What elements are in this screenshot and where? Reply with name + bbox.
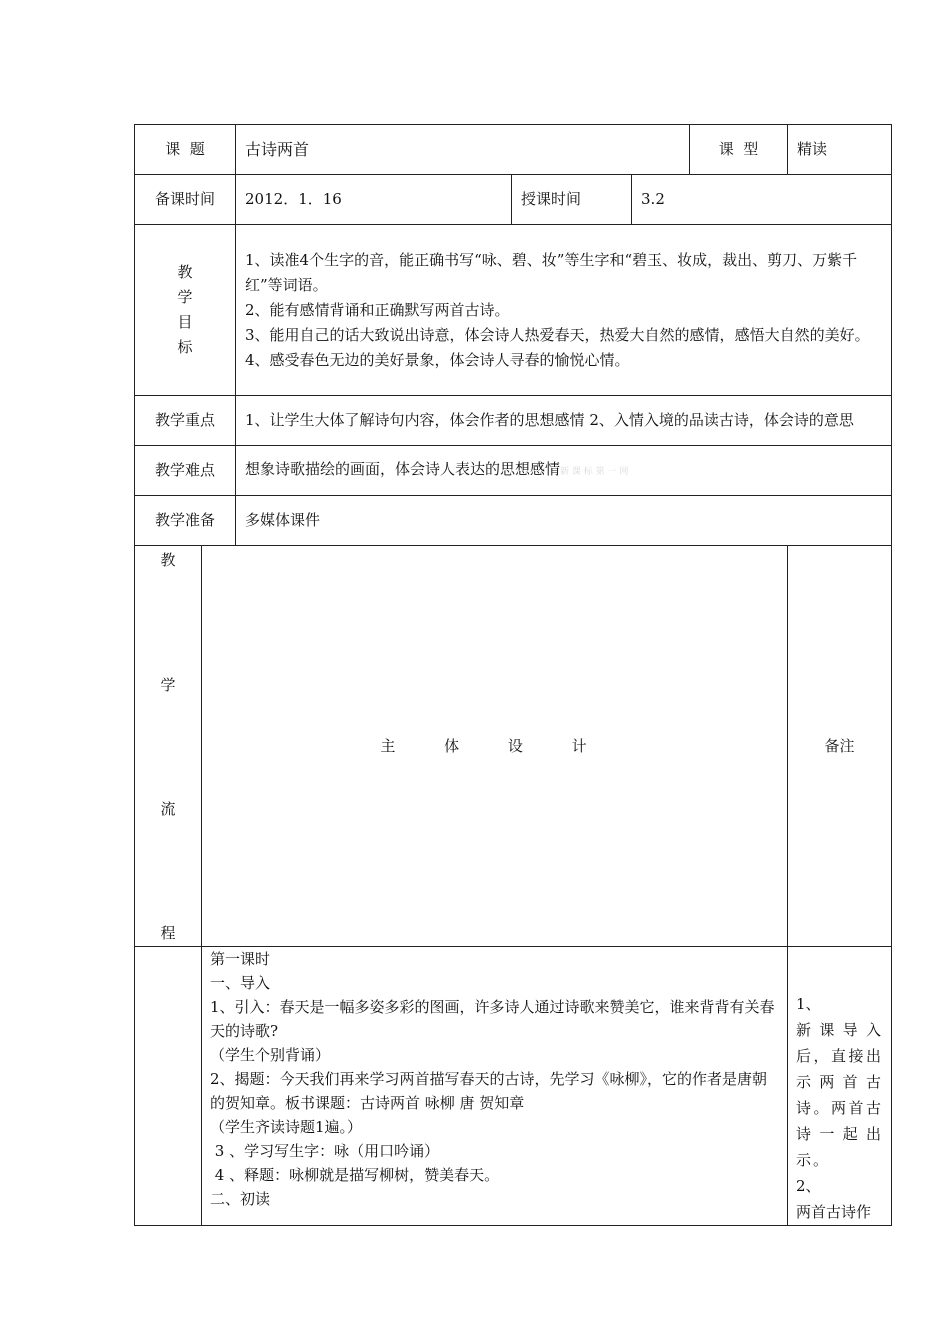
prep-time-value: 2012．1．16	[236, 175, 512, 225]
lesson-line: 二、初读	[210, 1190, 271, 1208]
key-points-label: 教学重点	[135, 396, 236, 446]
goal-item: 3、能用自己的话大致说出诗意，体会诗人热爱春天，热爱大自然的感情，感悟大自然的美好。	[245, 325, 870, 344]
preparation-value: 多媒体课件	[236, 496, 892, 546]
remark-line: 新课导入后，直接出示两首古诗。两首古诗一起出示。	[796, 1021, 884, 1169]
lesson-line: 3 、学习写生字：咏（用口吟诵）	[210, 1142, 440, 1160]
goals-label-char: 目	[177, 313, 193, 331]
remark-line: 2、	[796, 1177, 821, 1195]
topic-value: 古诗两首	[236, 125, 690, 175]
design-label: 主 体 设 计	[380, 736, 609, 755]
teach-time-value: 3.2	[632, 175, 892, 225]
process-label	[135, 546, 202, 947]
type-label: 课 型	[690, 125, 788, 175]
goals-label-char: 学	[177, 288, 193, 306]
goals-label-char: 教	[177, 263, 193, 281]
topic-label: 课 题	[135, 125, 236, 175]
lesson-plan-table	[134, 124, 892, 1226]
goals-label-char: 标	[177, 338, 193, 356]
prep-time-label: 备课时间	[135, 175, 236, 225]
teach-time-label: 授课时间	[512, 175, 632, 225]
blank-left-cell	[135, 947, 202, 1226]
goals-label	[135, 225, 236, 396]
difficulties-cell	[236, 446, 892, 496]
lesson-line: 2、揭题：今天我们再来学习两首描写春天的古诗，先学习《咏柳》，它的作者是唐朝的贺知章。板书课题：古诗两首 咏柳 唐 贺知章	[210, 1070, 768, 1112]
lesson-line: （学生个别背诵）	[210, 1046, 331, 1064]
goal-item: 4、感受春色无边的美好景象，体会诗人寻春的愉悦心情。	[245, 350, 630, 369]
difficulties-value: 想象诗歌描绘的画面，体会诗人表达的思想感情	[245, 459, 561, 478]
type-value: 精读	[788, 125, 892, 175]
goals-content	[236, 225, 892, 396]
design-header	[202, 546, 788, 947]
goal-item: 1、读准4个生字的音，能正确书写“咏、碧、妆”等生字和“碧玉、妆成，裁出、剪刀、万紫千红”等词语。	[245, 250, 858, 294]
lesson-line: 第一课时	[210, 950, 271, 968]
preparation-label: 教学准备	[135, 496, 236, 546]
lesson-line: 4 、释题：咏柳就是描写柳树，赞美春天。	[210, 1166, 500, 1184]
lesson-content	[202, 947, 788, 1226]
remarks-header: 备注	[788, 546, 892, 947]
process-label-char: 程	[160, 924, 176, 942]
process-label-char: 教	[160, 551, 176, 569]
remark-line: 两首古诗作	[796, 1203, 872, 1221]
lesson-remarks	[788, 947, 892, 1226]
process-label-char: 流	[160, 800, 176, 818]
lesson-line: 1、引入：春天是一幅多姿多彩的图画，许多诗人通过诗歌来赞美它，谁来背背有关春天的诗歌?	[210, 998, 775, 1040]
lesson-line: 一、导入	[210, 974, 271, 992]
goal-item: 2、能有感情背诵和正确默写两首古诗。	[245, 300, 510, 319]
process-label-char: 学	[160, 676, 176, 694]
key-points-value: 1、让学生大体了解诗句内容，体会作者的思想感情 2、入情入境的品读古诗，体会诗的意思	[236, 396, 892, 446]
difficulties-label: 教学难点	[135, 446, 236, 496]
watermark: 新 课 标 第 一 网	[560, 466, 629, 477]
remark-line: 1、	[796, 995, 821, 1013]
lesson-line: （学生齐读诗题1遍。）	[210, 1118, 363, 1136]
